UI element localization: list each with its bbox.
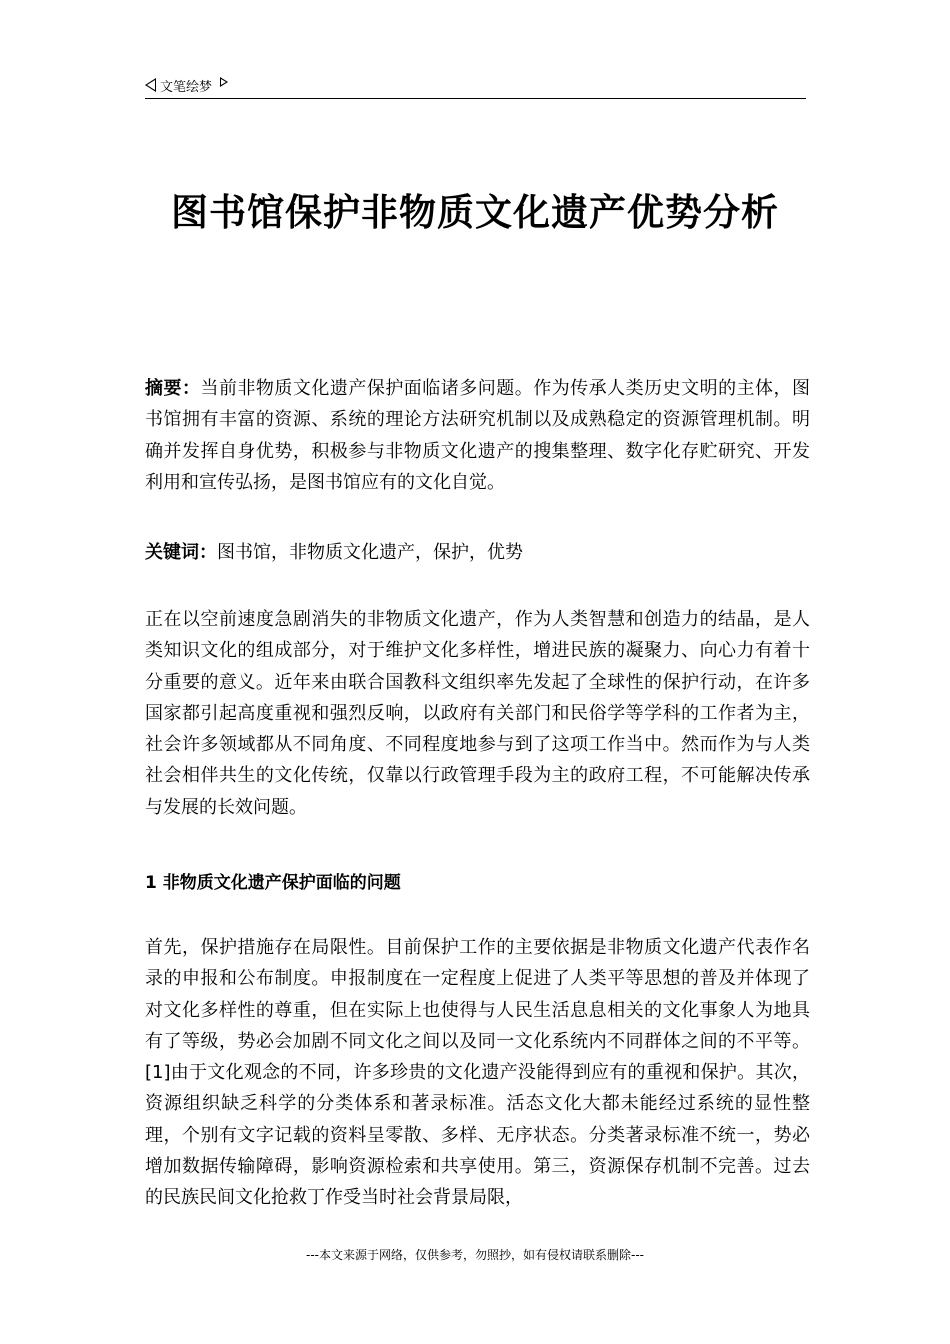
right-triangle-icon: [220, 77, 228, 87]
keywords-text: 图书馆，非物质文化遗产，保护，优势: [217, 542, 523, 563]
page-header: [145, 74, 806, 99]
intro-paragraph: 正在以空前速度急剧消失的非物质文化遗产，作为人类智慧和创造力的结晶，是人类知识文化的组成部分，对于维护文化多样性，增进民族的凝聚力、向心力有着十分重要的意义。近年来由联合国教科文组织率先发起了全球性的保护行动，在许多国家都引起高度重视和强烈反响，以政府有关部门和民俗学等学科的工作者为主，社会许多领域都从不同角度、不同程度地参与到了这项工作当中。然而作为与人类社会相伴共生的文化传统，仅靠以行政管理手段为主的政府工程，不可能解决传承与发展的长效问题。: [145, 609, 810, 818]
left-triangle-icon: [145, 78, 156, 92]
header-label: 文笔绘梦: [160, 79, 213, 95]
section-heading: 1 非物质文化遗产保护面临的问题: [145, 873, 401, 893]
keywords-label: 关键词：: [145, 542, 217, 563]
section-paragraph: 首先，保护措施存在局限性。目前保护工作的主要依据是非物质文化遗产代表作名录的申报和公布制度。申报制度在一定程度上促进了人类平等思想的普及并体现了对文化多样性的尊重，但在实际上也使得与人民生活息息相关的文化事象人为地具有了等级，势必会加剧不同文化之间以及同一文化系统内不同群体之间的不平等。[1]由于文化观念的不同，许多珍贵的文化遗产没能得到应有的重视和保护。其次，资源组织缺乏科学的分类体系和著录标准。活态文化大都未能经过系统的显性整理，个别有文字记载的资料呈零散、多样、无序状态。分类著录标准不统一，势必增加数据传输障碍，影响资源检索和共享使用。第三，资源保存机制不完善。过去的民族民间文化抢救丁作受当时社会背景局限，: [145, 937, 810, 1209]
abstract-paragraph: [145, 373, 810, 498]
footer-disclaimer: ---本文来源于网络，仅供参考，勿照抄，如有侵权请联系删除---: [306, 1248, 644, 1262]
abstract-label: 摘要：: [145, 378, 201, 399]
document-title: 图书馆保护非物质文化遗产优势分析: [171, 191, 779, 234]
abstract-text: 当前非物质文化遗产保护面临诸多问题。作为传承人类历史文明的主体，图书馆拥有丰富的资源、系统的理论方法研究机制以及成熟稳定的资源管理机制。明确并发挥自身优势，积极参与非物质文化遗产的搜集整理、数字化存贮研究、开发利用和宣传弘扬，是图书馆应有的文化自觉。: [145, 378, 811, 493]
keywords-paragraph: [145, 537, 810, 568]
